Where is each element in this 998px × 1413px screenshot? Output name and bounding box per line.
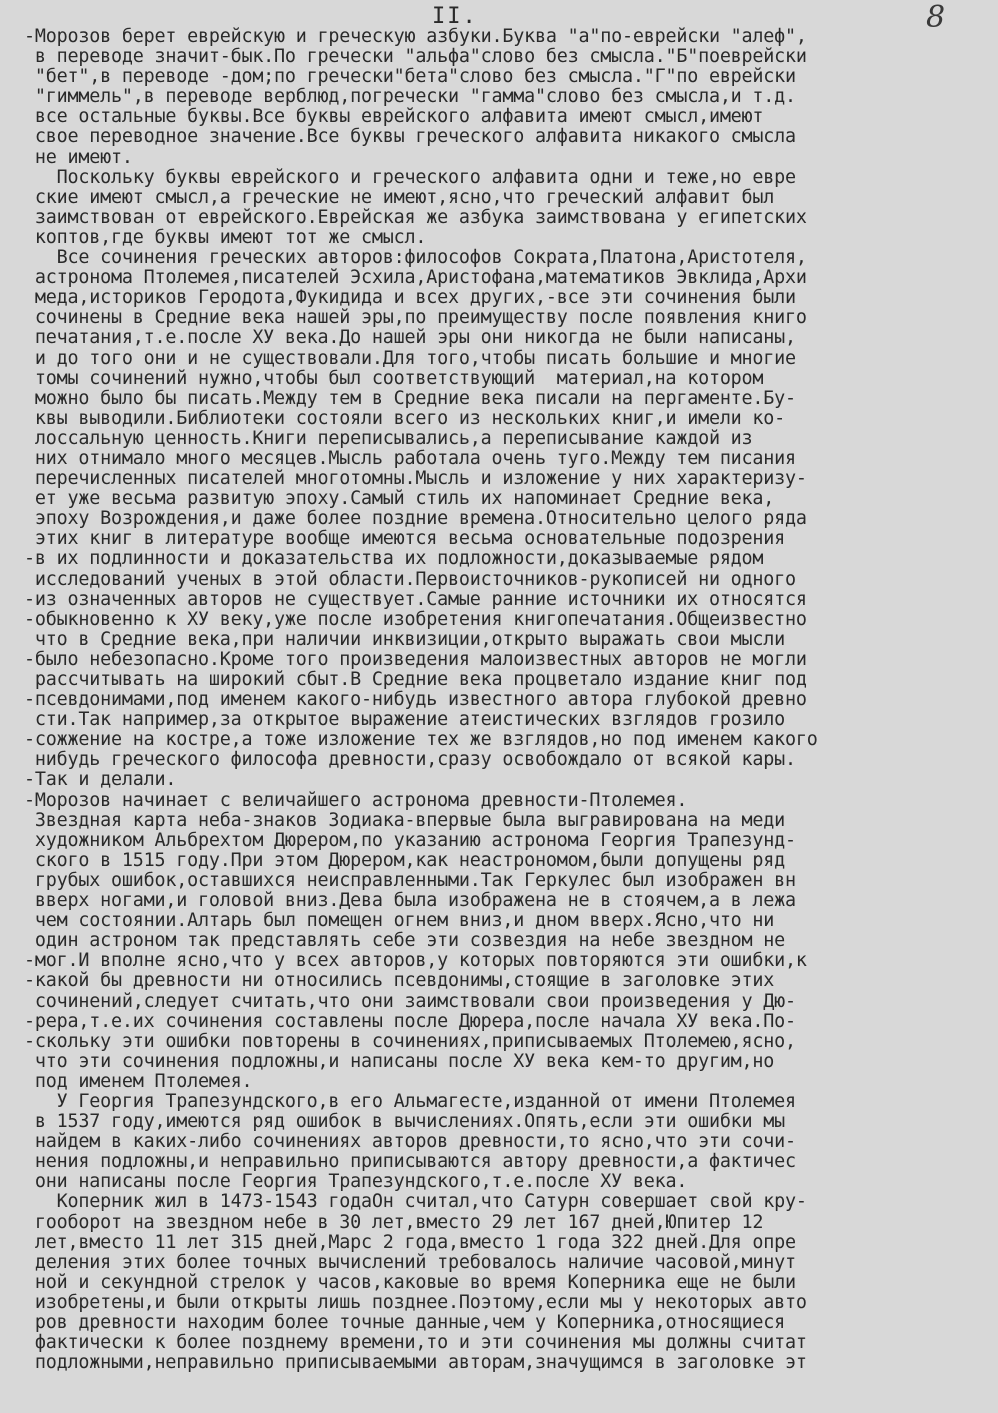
- text-line: заимствован от еврейского.Еврейская же азбука заимствована у египетских: [24, 206, 807, 228]
- text-line: Поскольку буквы еврейского и греческого алфавита одни и теже,но евре: [24, 166, 796, 188]
- page-number: II.: [432, 4, 478, 29]
- text-line: -Морозов берет еврейскую и греческую азбуки.Буква "а"по-еврейски "алеф",: [24, 26, 807, 47]
- text-line: свое переводное значение.Все буквы греческого алфавита никакого смысла: [24, 126, 796, 148]
- text-line: У Георгия Трапезундского,в его Альмагесте,изданной от имени Птолемея: [24, 1090, 796, 1112]
- text-line: лет,вместо 11 лет 315 дней,Марс 2 года,вместо 1 года 322 дней.Для опре: [24, 1231, 796, 1253]
- text-line: -скольку эти ошибки повторены в сочинениях,приписываемых Птолемею,ясно,: [24, 1030, 796, 1052]
- text-line: этих книг в литературе вообще имеются весьма основательные подозрения: [24, 528, 786, 550]
- text-line: и до того они и не существовали.Для того,чтобы писать большие и многие: [24, 347, 796, 369]
- text-line: грубых ошибок,оставшихся неисправленными.Так Геркулес был изображен вн: [24, 869, 796, 891]
- text-line: эпоху Возрождения,и даже более поздние времена.Относительно целого ряда: [24, 508, 807, 530]
- text-line: Звездная карта неба-знаков Зодиака-впервые была выгравирована на меди: [24, 809, 786, 831]
- folio-number: 8: [926, 0, 946, 35]
- text-line: они написаны после Георгия Трапезундского,т.е.после ХУ века.: [24, 1171, 688, 1193]
- text-line: -псевдонимами,под именем какого-нибудь известного автора глубокой древно: [24, 689, 807, 711]
- text-line: найдем в каких-либо сочинениях авторов древности,то ясно,что эти сочи-: [24, 1131, 796, 1153]
- text-line: все остальные буквы.Все буквы еврейского алфавита имеют смысл,имеют: [24, 106, 764, 128]
- text-line: ские имеют смысл,а греческие не имеют,ясно,что греческий алфавит был: [24, 186, 775, 208]
- text-line: -рера,т.е.их сочинения составлены после Дюрера,после начала ХУ века.По-: [24, 1010, 796, 1032]
- text-line: Коперник жил в 1473-1543 годаОн считал,что Сатурн совершает свой кру-: [24, 1191, 807, 1213]
- text-line: в 1537 году,имеются ряд ошибок в вычислениях.Опять,если эти ошибки мы: [24, 1111, 786, 1133]
- text-line: сти.Так например,за открытое выражение атеистических взглядов грозило: [24, 709, 786, 731]
- text-line: что в Средние века,при наличии инквизиции,открыто выражать свои мысли: [24, 628, 786, 650]
- typed-text-body: [24, 27, 994, 1373]
- text-line: -обыкновенно к ХУ веку,уже после изобретения книгопечатания.Общеизвестно: [24, 608, 807, 630]
- text-line: -сожжение на костре,а тоже изложение тех же взглядов,но под именем какого: [24, 729, 818, 751]
- text-line: ной и секундной стрелок у часов,каковые во время Коперника еще не были: [24, 1271, 796, 1293]
- text-line: -какой бы древности ни относились псевдонимы,стоящие в заголовке этих: [24, 970, 775, 992]
- text-line: нения подложны,и неправильно приписываются автору древности,а фактичес: [24, 1151, 796, 1173]
- text-line: гооборот на звездном небе в 30 лет,вместо 29 лет 167 дней,Юпитер 12: [24, 1211, 764, 1233]
- text-line: не имеют.: [24, 146, 133, 168]
- text-line: -Морозов начинает с величайшего астронома древности-Птолемея.: [24, 789, 688, 811]
- text-line: -Так и делали.: [24, 769, 177, 791]
- text-line: ров древности находим более точные данные,чем у Коперника,относящиеся: [24, 1312, 786, 1333]
- text-line: можно было бы писать.Между тем в Средние века писали на пергаменте.Бу-: [24, 387, 796, 409]
- text-line: художником Альбрехтом Дюрером,по указанию астронома Георгия Трапезунд-: [24, 829, 796, 851]
- text-line: сочинены в Средние века нашей эры,по преимуществу после появления книго: [24, 307, 807, 329]
- text-line: вверх ногами,и головой вниз.Дева была изображена не в стоячем,а в лежа: [24, 890, 796, 912]
- text-line: деления этих более точных вычислений требовалось наличие часовой,минут: [24, 1251, 796, 1273]
- text-line: -было небезопасно.Кроме того произведения малоизвестных авторов не могли: [24, 648, 807, 670]
- text-line: ет уже весьма развитую эпоху.Самый стиль их напоминает Средние века,: [24, 488, 775, 510]
- text-line: "гиммель",в переводе верблюд,погречески "гамма"слово без смысла,и т.д.: [24, 86, 796, 108]
- text-line: -в их подлинности и доказательства их подложности,доказываемые рядом: [24, 548, 764, 570]
- text-line: ского в 1515 году.При этом Дюрером,как неастрономом,были допущены ряд: [24, 849, 786, 871]
- text-line: сочинений,следует считать,что они заимствовали свои произведения у Дю-: [24, 990, 796, 1012]
- text-line: рассчитывать на широкий сбыт.В Средние века процветало издание книг под: [24, 669, 807, 690]
- text-line: квы выводили.Библиотеки состояли всего из нескольких книг,и имели ко-: [24, 407, 786, 429]
- text-line: под именем Птолемея.: [24, 1070, 253, 1092]
- text-line: печатания,т.е.после ХУ века.До нашей эры они никогда не были написаны,: [24, 327, 796, 349]
- text-line: нибудь греческого философа древности,сразу освобождало от всякой кары.: [24, 749, 796, 771]
- text-line: астронома Птолемея,писателей Эсхила,Аристофана,математиков Эвклида,Архи: [24, 267, 807, 289]
- text-line: -мог.И вполне ясно,что у всех авторов,у которых повторяются эти ошибки,к: [24, 950, 807, 972]
- text-line: фактически к более позднему времени,то и эти сочинения мы должны считат: [24, 1332, 807, 1354]
- text-line: томы сочинений нужно,чтобы был соответствующий материал,на котором: [24, 367, 764, 389]
- text-line: один астроном так представлять себе эти созвездия на небе звездном не: [24, 930, 786, 952]
- text-line: изобретены,и были открыты лишь позднее.Поэтому,если мы у некоторых авто: [24, 1291, 807, 1313]
- text-line: коптов,где буквы имеют тот же смысл.: [24, 226, 427, 248]
- text-line: меда,историков Геродота,Фукидида и всех других,-все эти сочинения были: [24, 287, 796, 309]
- text-line: чем состоянии.Алтарь был помещен огнем вниз,и дном вверх.Ясно,что ни: [24, 910, 775, 932]
- text-line: Все сочинения греческих авторов:философов Сократа,Платона,Аристотеля,: [24, 247, 807, 269]
- text-line: подложными,неправильно приписываемыми авторам,значущимся в заголовке эт: [24, 1352, 807, 1374]
- text-line: лоссальную ценность.Книги переписывались,а переписывание каждой из: [24, 427, 753, 449]
- text-line: них отнимало много месяцев.Мысль работала очень туго.Между тем писания: [24, 447, 796, 469]
- text-line: исследований ученых в этой области.Первоисточников-рукописей ни одного: [24, 568, 796, 590]
- text-line: -из означенных авторов не существует.Самые ранние источники их относятся: [24, 588, 807, 610]
- text-line: перечисленных писателей многотомны.Мысль и изложение у них характеризу-: [24, 468, 807, 490]
- text-line: что эти сочинения подложны,и написаны после ХУ века кем-то другим,но: [24, 1050, 775, 1072]
- text-line: в переводе значит-бык.По гречески "альфа"слово без смысла."Б"поеврейски: [24, 46, 807, 68]
- text-line: "бет",в переводе -дом;по гречески"бета"слово без смысла."Г"по еврейски: [24, 66, 796, 88]
